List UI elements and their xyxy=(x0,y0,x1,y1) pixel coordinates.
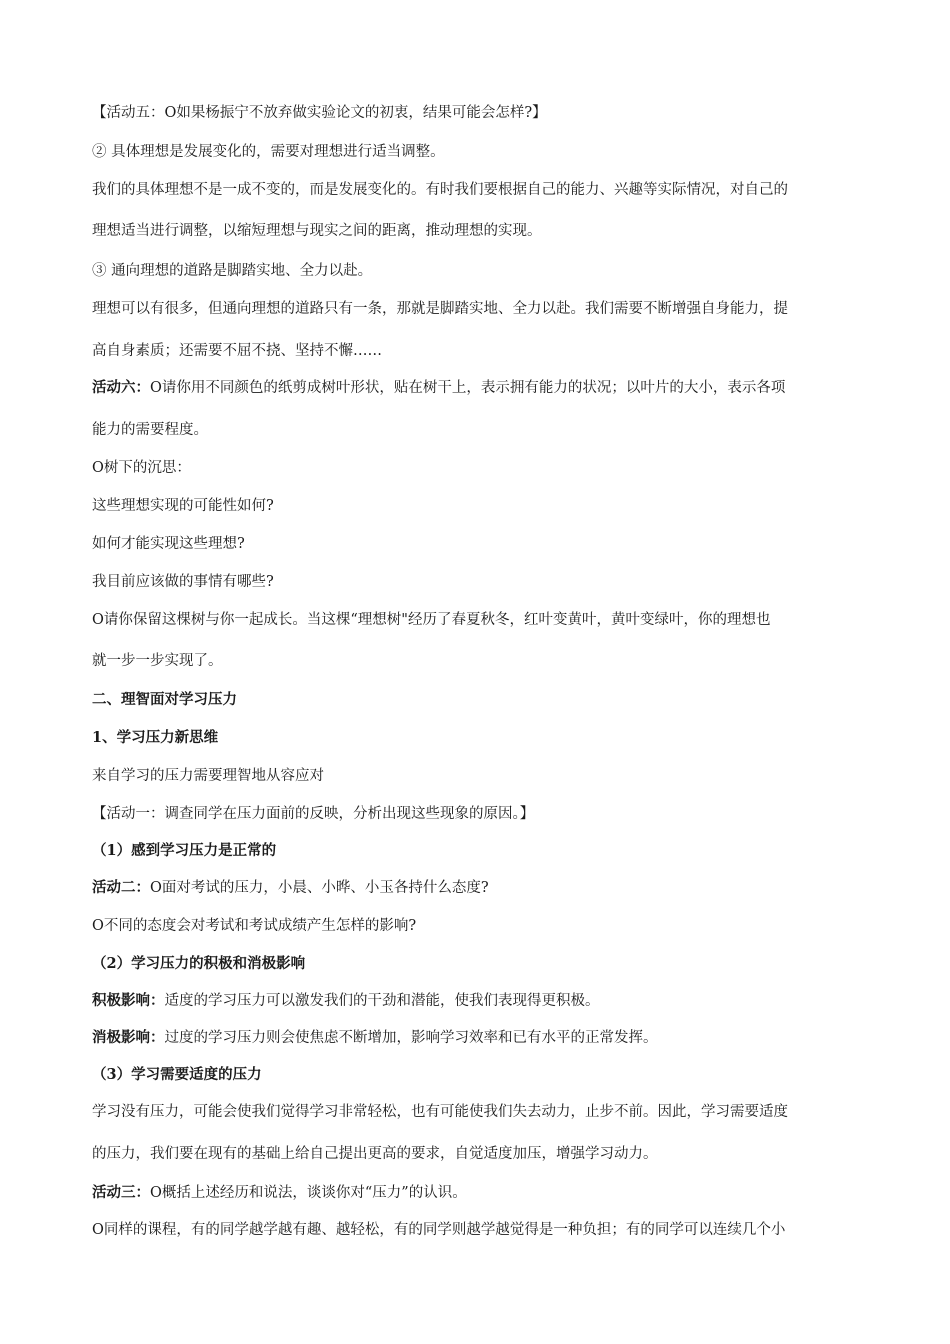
paragraph-line: 理想适当进行调整，以缩短理想与现实之间的距离，推动理想的实现。 xyxy=(92,223,542,239)
activity-label: 活动二： xyxy=(92,879,150,896)
activity-three-line: 活动三：O概括上述经历和说法，谈谈你对“压力”的认识。 xyxy=(92,1184,467,1201)
question-line: 我目前应该做的事情有哪些? xyxy=(92,574,274,590)
paragraph-line: O不同的态度会对考试和考试成绩产生怎样的影响? xyxy=(92,918,417,934)
paragraph-line: 来自学习的压力需要理智地从容应对 xyxy=(92,768,324,784)
activity-five-line: 【活动五：O如果杨振宁不放弃做实验论文的初衷，结果可能会怎样?】 xyxy=(92,105,547,121)
subsection-heading: （2）学习压力的积极和消极影响 xyxy=(92,955,306,972)
impact-label: 消极影响： xyxy=(92,1029,165,1046)
paragraph-line: 理想可以有很多，但通向理想的道路只有一条，那就是脚踏实地、全力以赴。我们需要不断增强自身能力，提 xyxy=(92,301,788,317)
positive-impact-line: 积极影响：适度的学习压力可以激发我们的干劲和潜能，使我们表现得更积极。 xyxy=(92,992,600,1009)
question-line: 这些理想实现的可能性如何? xyxy=(92,498,274,514)
paragraph-line: 我们的具体理想不是一成不变的，而是发展变化的。有时我们要根据自己的能力、兴趣等实际情况，对自己的 xyxy=(92,182,788,198)
point-three-line: ③ 通向理想的道路是脚踏实地、全力以赴。 xyxy=(92,263,373,279)
question-line: 如何才能实现这些理想? xyxy=(92,536,245,552)
activity-label: 活动六： xyxy=(92,379,150,396)
activity-six-line: 活动六：O请你用不同颜色的纸剪成树叶形状，贴在树干上，表示拥有能力的状况；以叶片的大小，表示各项 xyxy=(92,379,786,396)
paragraph-line: O请你保留这棵树与你一起成长。当这棵“理想树"经历了春夏秋冬，红叶变黄叶，黄叶变绿叶，你的理想也 xyxy=(92,612,771,628)
subsection-heading: （1）感到学习压力是正常的 xyxy=(92,842,277,859)
point-two-line: ② 具体理想是发展变化的，需要对理想进行适当调整。 xyxy=(92,144,445,160)
subsection-heading: （3）学习需要适度的压力 xyxy=(92,1066,262,1083)
paragraph-line: O树下的沉思： xyxy=(92,460,191,476)
activity-two-line: 活动二：O面对考试的压力，小晨、小晔、小玉各持什么态度? xyxy=(92,879,489,896)
section-heading: 二、理智面对学习压力 xyxy=(92,691,237,708)
activity-label: 活动三： xyxy=(92,1184,150,1201)
paragraph-line: 的压力，我们要在现有的基础上给自己提出更高的要求，自觉适度加压，增强学习动力。 xyxy=(92,1146,658,1162)
paragraph-line: 就一步一步实现了。 xyxy=(92,653,223,669)
subsection-heading: 1、学习压力新思维 xyxy=(92,729,219,746)
paragraph-line: 能力的需要程度。 xyxy=(92,422,208,438)
paragraph-line: 高自身素质；还需要不屈不挠、坚持不懈…… xyxy=(92,343,382,359)
paragraph-line: 学习没有压力，可能会使我们觉得学习非常轻松，也有可能使我们失去动力，止步不前。因此，学习需要适度 xyxy=(92,1104,788,1120)
activity-one-line: 【活动一：调查同学在压力面前的反映，分析出现这些现象的原因。】 xyxy=(92,806,535,822)
negative-impact-line: 消极影响：过度的学习压力则会使焦虑不断增加，影响学习效率和已有水平的正常发挥。 xyxy=(92,1029,658,1046)
paragraph-line: O同样的课程，有的同学越学越有趣、越轻松，有的同学则越学越觉得是一种负担；有的同学可以连续几个小 xyxy=(92,1222,786,1238)
impact-label: 积极影响： xyxy=(92,992,165,1009)
